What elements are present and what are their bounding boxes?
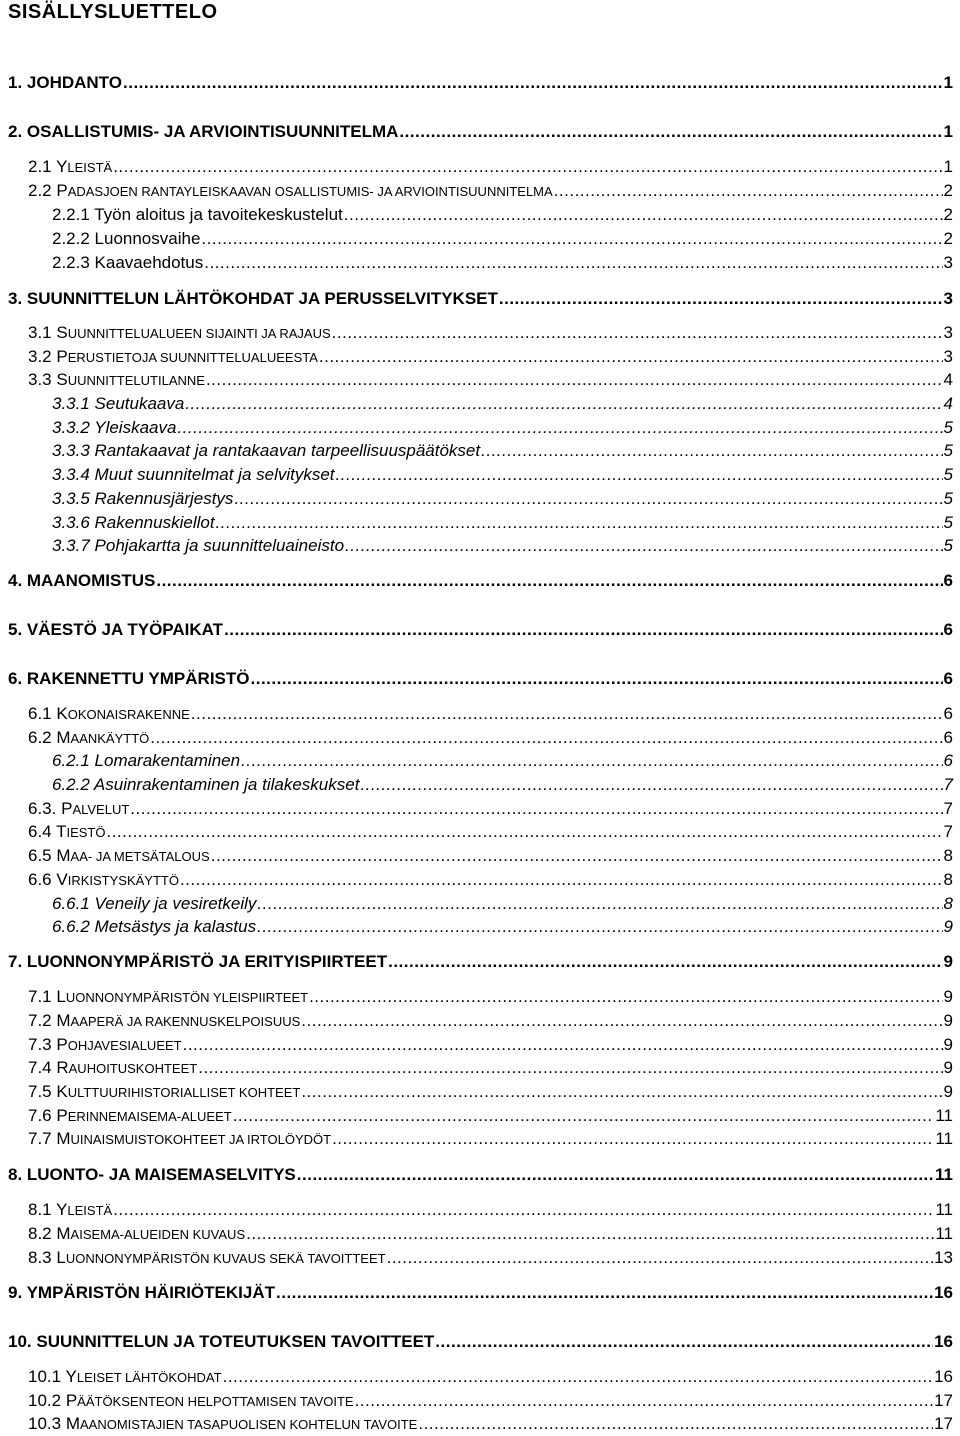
toc-entry[interactable]: [28, 1081, 953, 1104]
toc-page: 17: [934, 1414, 953, 1433]
toc-entry[interactable]: [28, 869, 953, 892]
toc-leader: [204, 252, 942, 274]
toc-label: 3.3.7 Pohjakartta ja suunnitteluaineisto: [52, 536, 345, 555]
toc-label: 6.6.2 Metsästys ja kalastus: [52, 917, 257, 936]
toc-page: 9: [943, 952, 953, 971]
toc-leader: [234, 488, 942, 510]
toc-leader: [201, 228, 942, 250]
toc-leader: [150, 727, 942, 749]
toc-page: 3: [943, 253, 953, 272]
toc-leader: [191, 703, 943, 725]
toc-page: 9: [943, 1058, 953, 1077]
toc-entry[interactable]: [28, 156, 953, 179]
toc-leader: [309, 986, 942, 1008]
toc-label: 6.6.1 Veneily ja vesiretkeily: [52, 894, 257, 913]
toc-leader: [130, 798, 942, 820]
toc-page: 7: [943, 775, 953, 794]
toc-label: 3.3.1 Seutukaava: [52, 394, 185, 413]
toc-label: 7.3 POHJAVESIALUEET: [28, 1035, 182, 1054]
toc-entry[interactable]: [28, 1199, 953, 1222]
toc-page: 9: [943, 1011, 953, 1030]
toc-page: 4: [943, 394, 953, 413]
toc-label: 6.2 MAANKÄYTTÖ: [28, 728, 150, 747]
toc-label: 6.2.2 Asuinrakentaminen ja tilakeskukset: [52, 775, 360, 794]
toc-leader: [246, 1223, 934, 1245]
toc-leader: [183, 1034, 943, 1056]
toc-entry[interactable]: [28, 845, 953, 868]
toc-leader: [185, 393, 942, 415]
toc-page: 5: [943, 418, 953, 437]
toc-page: 11: [935, 1165, 953, 1184]
toc-leader: [360, 774, 942, 796]
toc-page: 5: [943, 536, 953, 555]
toc-page: 6: [943, 620, 953, 639]
toc-label: 3.3 SUUNNITTELUTILANNE: [28, 370, 205, 389]
toc-page: 11: [935, 1129, 953, 1148]
toc-entry[interactable]: [8, 951, 953, 973]
toc-page: 5: [943, 513, 953, 532]
toc-leader: [113, 156, 942, 178]
toc-page: 7: [943, 822, 953, 841]
toc-leader: [355, 1390, 934, 1412]
toc-entry[interactable]: [52, 535, 953, 557]
toc-label: 3.3.2 Yleiskaava: [52, 418, 177, 437]
toc-page: 11: [935, 1224, 953, 1243]
toc-entry[interactable]: [28, 986, 953, 1009]
toc-page: 2: [943, 205, 953, 224]
toc-page: 3: [943, 289, 953, 308]
toc-leader: [435, 1331, 933, 1353]
toc-entry[interactable]: [8, 570, 953, 592]
toc-label: 7.5 KULTTUURIHISTORIALLISET KOHTEET: [28, 1082, 301, 1101]
toc-leader: [113, 1199, 934, 1221]
toc-leader: [223, 1366, 933, 1388]
toc-entry[interactable]: [28, 369, 953, 392]
toc-entry[interactable]: [28, 727, 953, 750]
toc-entry[interactable]: [28, 1034, 953, 1057]
toc-label: 7.7 MUINAISMUISTOKOHTEET JA IRTOLÖYDÖT: [28, 1129, 332, 1148]
toc-entry[interactable]: [28, 1390, 953, 1413]
toc-label: 8.3 LUONNONYMPÄRISTÖN KUVAUS SEKÄ TAVOITTEET: [28, 1248, 386, 1267]
toc-entry[interactable]: [52, 204, 953, 226]
toc-entry[interactable]: [52, 893, 953, 915]
toc-label: 6.1 KOKONAISRAKENNE: [28, 704, 190, 723]
toc-label: 10.2 PÄÄTÖKSENTEON HELPOTTAMISEN TAVOITE: [28, 1391, 354, 1410]
toc-label: 6.3. PALVELUT: [28, 799, 130, 818]
toc-page: 13: [934, 1248, 953, 1267]
toc-leader: [211, 845, 943, 867]
toc-entry[interactable]: [28, 798, 953, 821]
toc-entry[interactable]: [8, 619, 953, 641]
toc-entry[interactable]: [28, 1105, 953, 1128]
toc-page: 5: [943, 441, 953, 460]
toc-page: 2: [943, 229, 953, 248]
toc-entry[interactable]: [8, 668, 953, 690]
toc-entry[interactable]: [28, 1413, 953, 1436]
toc-label: 7.1 LUONNONYMPÄRISTÖN YLEISPIIRTEET: [28, 987, 309, 1006]
toc-label: 3.1 SUUNNITTELUALUEEN SIJAINTI JA RAJAUS: [28, 323, 331, 342]
toc-label: 8. LUONTO- JA MAISEMASELVITYS: [8, 1165, 296, 1184]
toc-page: 5: [943, 489, 953, 508]
toc-page: 9: [943, 1082, 953, 1101]
toc-entry[interactable]: [28, 346, 953, 369]
toc-leader: [554, 180, 943, 202]
toc-label: 2.2 PADASJOEN RANTAYLEISKAAVAN OSALLISTUMIS- JA ARVIOINTISUUNNITELMA: [28, 181, 553, 200]
toc-label: 3. SUUNNITTELUN LÄHTÖKOHDAT JA PERUSSELVITYKSET: [8, 289, 498, 308]
toc-entry[interactable]: [28, 821, 953, 844]
toc-entry[interactable]: [28, 1128, 953, 1151]
toc-entry[interactable]: [8, 72, 953, 94]
toc-label: 3.3.6 Rakennuskiellot: [52, 513, 215, 532]
toc-label: 3.3.5 Rakennusjärjestys: [52, 489, 234, 508]
toc-entry[interactable]: [8, 288, 953, 310]
toc-leader: [177, 417, 942, 439]
toc-label: 8.2 MAISEMA-ALUEIDEN KUVAUS: [28, 1224, 246, 1243]
toc-leader: [399, 121, 942, 143]
toc-leader: [344, 204, 943, 226]
toc-leader: [251, 668, 943, 690]
toc-entry[interactable]: [28, 1223, 953, 1246]
toc-label: 6.6 VIRKISTYSKÄYTTÖ: [28, 870, 179, 889]
toc-label: 6.2.1 Lomarakentaminen: [52, 751, 241, 770]
toc-leader: [123, 72, 943, 94]
toc-entry[interactable]: [52, 440, 953, 462]
toc-leader: [388, 951, 942, 973]
toc-label: 6. RAKENNETTU YMPÄRISTÖ: [8, 669, 250, 688]
toc-leader: [233, 1105, 935, 1127]
toc-page: 1: [943, 157, 953, 176]
toc-leader: [387, 1247, 933, 1269]
toc-leader: [301, 1010, 942, 1032]
toc-label: 4. MAANOMISTUS: [8, 571, 156, 590]
toc-page: 6: [943, 669, 953, 688]
toc-leader: [216, 512, 943, 534]
toc-label: 3.3.3 Rantakaavat ja rantakaavan tarpeellisuuspäätökset: [52, 441, 481, 460]
toc-label: 2.2.2 Luonnosvaihe: [52, 229, 201, 248]
toc-entry[interactable]: [8, 1331, 953, 1353]
toc-page: 4: [943, 370, 953, 389]
toc-page: 8: [943, 894, 953, 913]
toc-label: 3.2 PERUSTIETOJA SUUNNITTELUALUEESTA: [28, 347, 318, 366]
toc-label: 6.4 TIESTÖ: [28, 822, 106, 841]
toc-leader: [499, 288, 943, 310]
toc-entry[interactable]: [52, 464, 953, 486]
toc-leader: [332, 322, 943, 344]
toc-leader: [206, 369, 943, 391]
toc-label: 7. LUONNONYMPÄRISTÖ JA ERITYISPIIRTEET: [8, 952, 388, 971]
toc-page: 1: [943, 122, 953, 141]
toc-entry[interactable]: [52, 750, 953, 772]
toc-label: 2. OSALLISTUMIS- JA ARVIOINTISUUNNITELMA: [8, 122, 399, 141]
toc-leader: [319, 346, 943, 368]
toc-entry[interactable]: [28, 1010, 953, 1033]
toc-label: 8.1 YLEISTÄ: [28, 1200, 113, 1219]
toc-entry[interactable]: [28, 703, 953, 726]
toc-entry[interactable]: [28, 180, 953, 203]
toc-page: 6: [943, 751, 953, 770]
toc-label: 7.6 PERINNEMAISEMA-ALUEET: [28, 1106, 232, 1125]
toc-leader: [301, 1081, 942, 1103]
toc-page: 11: [935, 1200, 953, 1219]
toc-page: 8: [943, 846, 953, 865]
toc-page: 7: [943, 799, 953, 818]
toc-entry[interactable]: [52, 228, 953, 250]
toc-entry[interactable]: [52, 916, 953, 938]
toc-leader: [297, 1164, 934, 1186]
toc-leader: [345, 535, 943, 557]
toc-label: 3.3.4 Muut suunnitelmat ja selvitykset: [52, 465, 335, 484]
toc-leader: [257, 893, 942, 915]
toc-label: 2.2.3 Kaavaehdotus: [52, 253, 204, 272]
toc-page: 16: [934, 1283, 953, 1302]
toc-entry[interactable]: [28, 1366, 953, 1389]
toc-entry[interactable]: [52, 393, 953, 415]
toc-page: 8: [943, 870, 953, 889]
toc-page: 5: [943, 465, 953, 484]
toc-label: 6.5 MAA- JA METSÄTALOUS: [28, 846, 210, 865]
toc-page: 16: [934, 1367, 953, 1386]
toc-leader: [224, 619, 942, 641]
toc-page: 17: [934, 1391, 953, 1410]
page-title: SISÄLLYSLUETTELO: [8, 1, 218, 23]
toc-entry[interactable]: [28, 1247, 953, 1270]
toc-entry[interactable]: [8, 121, 953, 143]
toc-leader: [481, 440, 942, 462]
toc-leader: [180, 869, 943, 891]
toc-leader: [106, 821, 942, 843]
toc-page: 9: [943, 1035, 953, 1054]
toc-entry[interactable]: [8, 1282, 953, 1304]
toc-label: 5. VÄESTÖ JA TYÖPAIKAT: [8, 620, 224, 639]
toc-label: 7.2 MAAPERÄ JA RAKENNUSKELPOISUUS: [28, 1011, 301, 1030]
toc-entry[interactable]: [52, 488, 953, 510]
toc-page: 2: [943, 181, 953, 200]
toc-leader: [257, 916, 942, 938]
toc-leader: [241, 750, 942, 772]
toc-entry[interactable]: [52, 512, 953, 534]
toc-entry[interactable]: [52, 417, 953, 439]
toc-leader: [336, 464, 943, 486]
toc-leader: [332, 1128, 934, 1150]
toc-page: 9: [943, 917, 953, 936]
toc-page: 6: [943, 704, 953, 723]
toc-page: 9: [943, 987, 953, 1006]
toc-page: 11: [935, 1106, 953, 1125]
toc-label: 2.1 YLEISTÄ: [28, 157, 113, 176]
toc-label: 7.4 RAUHOITUSKOHTEET: [28, 1058, 198, 1077]
toc-page: 1: [943, 73, 953, 92]
toc-page: 6: [943, 728, 953, 747]
toc-page: 16: [934, 1332, 953, 1351]
toc-label: 10.3 MAANOMISTAJIEN TASAPUOLISEN KOHTELUN TAVOITE: [28, 1414, 418, 1433]
toc-entry[interactable]: [8, 1164, 953, 1186]
toc-label: 10. SUUNNITTELUN JA TOTEUTUKSEN TAVOITTEET: [8, 1332, 435, 1351]
toc-page: 6: [943, 571, 953, 590]
toc-leader: [156, 570, 942, 592]
toc-page: 3: [943, 323, 953, 342]
toc-label: 10.1 YLEISET LÄHTÖKOHDAT: [28, 1367, 222, 1386]
toc-entry[interactable]: [28, 1057, 953, 1080]
toc-entry[interactable]: [52, 252, 953, 274]
toc-entry[interactable]: [52, 774, 953, 796]
toc-leader: [198, 1057, 942, 1079]
toc-label: 1. JOHDANTO: [8, 73, 122, 92]
toc-label: 2.2.1 Työn aloitus ja tavoitekeskustelut: [52, 205, 343, 224]
toc-leader: [276, 1282, 933, 1304]
toc-label: 9. YMPÄRISTÖN HÄIRIÖTEKIJÄT: [8, 1283, 275, 1302]
toc-page: 3: [943, 347, 953, 366]
toc-entry[interactable]: [28, 322, 953, 345]
